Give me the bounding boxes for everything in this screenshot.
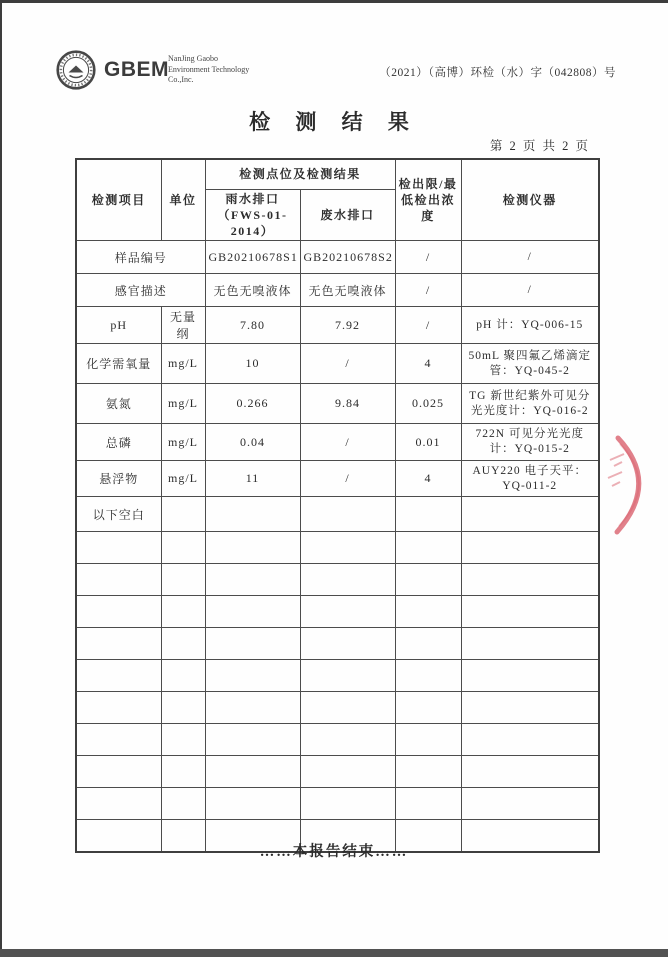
cell-instrument: AUY220 电子天平：YQ-011-2 bbox=[461, 461, 599, 497]
cell-empty bbox=[300, 788, 395, 820]
cell-instrument: TG 新世纪紫外可见分光光度计：YQ-016-2 bbox=[461, 384, 599, 424]
rain-outlet-code: （FWS-01-2014） bbox=[217, 207, 288, 238]
cell-detection-limit: 0.01 bbox=[395, 424, 461, 461]
scan-edge-top bbox=[0, 0, 668, 3]
cell-item: 感官描述 bbox=[76, 274, 205, 307]
table-row bbox=[76, 384, 599, 424]
cell-empty bbox=[205, 532, 300, 564]
cell-empty bbox=[461, 692, 599, 724]
cell-empty bbox=[461, 788, 599, 820]
cell-instrument bbox=[461, 497, 599, 532]
table-row bbox=[76, 461, 599, 497]
cell-empty bbox=[161, 628, 205, 660]
table-row bbox=[76, 241, 599, 274]
cell-empty bbox=[205, 628, 300, 660]
cell-empty bbox=[76, 692, 161, 724]
empty-table-row bbox=[76, 692, 599, 724]
cell-empty bbox=[395, 692, 461, 724]
empty-table-row bbox=[76, 788, 599, 820]
cell-empty bbox=[161, 564, 205, 596]
cell-rain-value: 11 bbox=[205, 461, 300, 497]
cell-empty bbox=[461, 564, 599, 596]
cell-empty bbox=[300, 532, 395, 564]
report-end-text: ……本报告结束…… bbox=[259, 844, 409, 860]
cell-empty bbox=[205, 692, 300, 724]
document-number: （2021）（高博）环检（水）字（042808）号 bbox=[379, 67, 616, 79]
cell-rain-value: GB20210678S1 bbox=[205, 241, 300, 274]
cell-empty bbox=[76, 788, 161, 820]
cell-empty bbox=[395, 724, 461, 756]
cell-rain-value bbox=[205, 497, 300, 532]
col-header-rain-outlet bbox=[205, 189, 300, 241]
cell-waste-value bbox=[300, 497, 395, 532]
cell-empty bbox=[300, 756, 395, 788]
cell-unit: mg/L bbox=[161, 344, 205, 384]
table-row bbox=[76, 274, 599, 307]
cell-rain-value: 0.266 bbox=[205, 384, 300, 424]
cell-item: 氨氮 bbox=[76, 384, 161, 424]
cell-detection-limit: / bbox=[395, 274, 461, 307]
cell-waste-value: / bbox=[300, 461, 395, 497]
cell-instrument: pH 计：YQ-006-15 bbox=[461, 307, 599, 344]
cell-item: 悬浮物 bbox=[76, 461, 161, 497]
cell-empty bbox=[76, 596, 161, 628]
cell-empty bbox=[205, 724, 300, 756]
cell-empty bbox=[300, 724, 395, 756]
cell-detection-limit: / bbox=[395, 307, 461, 344]
gbem-seal-logo-icon bbox=[56, 50, 96, 90]
cell-waste-value: 无色无嗅液体 bbox=[300, 274, 395, 307]
cell-detection-limit bbox=[395, 497, 461, 532]
cell-empty bbox=[161, 596, 205, 628]
cell-waste-value: GB20210678S2 bbox=[300, 241, 395, 274]
cell-empty bbox=[161, 788, 205, 820]
cell-item: 样品编号 bbox=[76, 241, 205, 274]
cell-empty bbox=[300, 564, 395, 596]
cell-detection-limit: 0.025 bbox=[395, 384, 461, 424]
cell-empty bbox=[300, 628, 395, 660]
cell-empty bbox=[76, 660, 161, 692]
cell-empty bbox=[395, 596, 461, 628]
col-header-waste-outlet: 废水排口 bbox=[300, 189, 395, 241]
cell-waste-value: / bbox=[300, 424, 395, 461]
cell-waste-value: 9.84 bbox=[300, 384, 395, 424]
cell-empty bbox=[205, 756, 300, 788]
empty-table-row bbox=[76, 628, 599, 660]
cell-empty bbox=[205, 788, 300, 820]
cell-empty bbox=[205, 596, 300, 628]
report-header bbox=[56, 50, 616, 98]
cell-empty bbox=[461, 724, 599, 756]
cell-item: 总磷 bbox=[76, 424, 161, 461]
results-table-body bbox=[76, 241, 599, 852]
cell-unit bbox=[161, 497, 205, 532]
company-name bbox=[168, 54, 298, 86]
empty-table-row bbox=[76, 596, 599, 628]
cell-item: 化学需氧量 bbox=[76, 344, 161, 384]
col-header-item: 检测项目 bbox=[76, 159, 161, 241]
cell-empty bbox=[395, 564, 461, 596]
cell-empty bbox=[395, 628, 461, 660]
cell-empty bbox=[161, 660, 205, 692]
table-row bbox=[76, 344, 599, 384]
cell-instrument: 50mL 聚四氟乙烯滴定管：YQ-045-2 bbox=[461, 344, 599, 384]
page-indicator: 第 2 页 共 2 页 bbox=[489, 139, 590, 153]
col-header-detection-limit: 检出限/最低检出浓度 bbox=[395, 159, 461, 241]
cell-empty bbox=[205, 564, 300, 596]
empty-table-row bbox=[76, 756, 599, 788]
company-line: Co.,Inc. bbox=[168, 75, 194, 84]
cell-detection-limit: 4 bbox=[395, 461, 461, 497]
col-header-unit: 单位 bbox=[161, 159, 205, 241]
cell-unit: mg/L bbox=[161, 384, 205, 424]
table-row bbox=[76, 424, 599, 461]
red-seal-stamp-icon bbox=[598, 408, 668, 548]
cell-empty bbox=[76, 564, 161, 596]
cell-empty bbox=[161, 756, 205, 788]
cell-empty bbox=[395, 756, 461, 788]
empty-table-row bbox=[76, 564, 599, 596]
cell-empty bbox=[395, 532, 461, 564]
cell-item: pH bbox=[76, 307, 161, 344]
cell-empty bbox=[395, 788, 461, 820]
cell-empty bbox=[76, 532, 161, 564]
cell-empty bbox=[161, 692, 205, 724]
cell-rain-value: 7.80 bbox=[205, 307, 300, 344]
cell-empty bbox=[300, 692, 395, 724]
logo-wordmark: GBEM bbox=[104, 58, 169, 81]
cell-empty bbox=[76, 756, 161, 788]
cell-detection-limit: 4 bbox=[395, 344, 461, 384]
cell-empty bbox=[76, 628, 161, 660]
cell-empty bbox=[395, 660, 461, 692]
cell-instrument: / bbox=[461, 241, 599, 274]
empty-table-row bbox=[76, 660, 599, 692]
cell-waste-value: 7.92 bbox=[300, 307, 395, 344]
cell-instrument: 722N 可见分光光度计：YQ-015-2 bbox=[461, 424, 599, 461]
cell-rain-value: 0.04 bbox=[205, 424, 300, 461]
cell-empty bbox=[161, 724, 205, 756]
rain-outlet-name: 雨水排口 bbox=[225, 191, 280, 206]
cell-unit: 无量纲 bbox=[161, 307, 205, 344]
cell-rain-value: 无色无嗅液体 bbox=[205, 274, 300, 307]
cell-empty bbox=[76, 724, 161, 756]
results-table-head bbox=[76, 159, 599, 241]
scan-edge-left bbox=[0, 0, 2, 957]
cell-empty bbox=[461, 532, 599, 564]
cell-rain-value: 10 bbox=[205, 344, 300, 384]
cell-empty bbox=[300, 660, 395, 692]
cell-empty bbox=[161, 532, 205, 564]
col-header-instrument: 检测仪器 bbox=[461, 159, 599, 241]
cell-empty bbox=[205, 660, 300, 692]
cell-empty bbox=[461, 628, 599, 660]
table-row bbox=[76, 307, 599, 344]
col-header-points-group: 检测点位及检测结果 bbox=[205, 159, 395, 189]
company-line: NanJing Gaobo bbox=[168, 54, 218, 63]
cell-empty bbox=[461, 596, 599, 628]
empty-table-row bbox=[76, 532, 599, 564]
table-row bbox=[76, 497, 599, 532]
cell-empty bbox=[300, 596, 395, 628]
page-title: 检 测 结 果 bbox=[249, 110, 419, 134]
cell-unit: mg/L bbox=[161, 461, 205, 497]
cell-waste-value: / bbox=[300, 344, 395, 384]
company-line: Environment Technology bbox=[168, 64, 250, 74]
cell-item: 以下空白 bbox=[76, 497, 161, 532]
cell-unit: mg/L bbox=[161, 424, 205, 461]
cell-empty bbox=[461, 660, 599, 692]
results-table bbox=[75, 158, 600, 853]
cell-instrument: / bbox=[461, 274, 599, 307]
scan-edge-bottom bbox=[0, 949, 668, 957]
empty-table-row bbox=[76, 724, 599, 756]
cell-detection-limit: / bbox=[395, 241, 461, 274]
cell-empty bbox=[461, 756, 599, 788]
